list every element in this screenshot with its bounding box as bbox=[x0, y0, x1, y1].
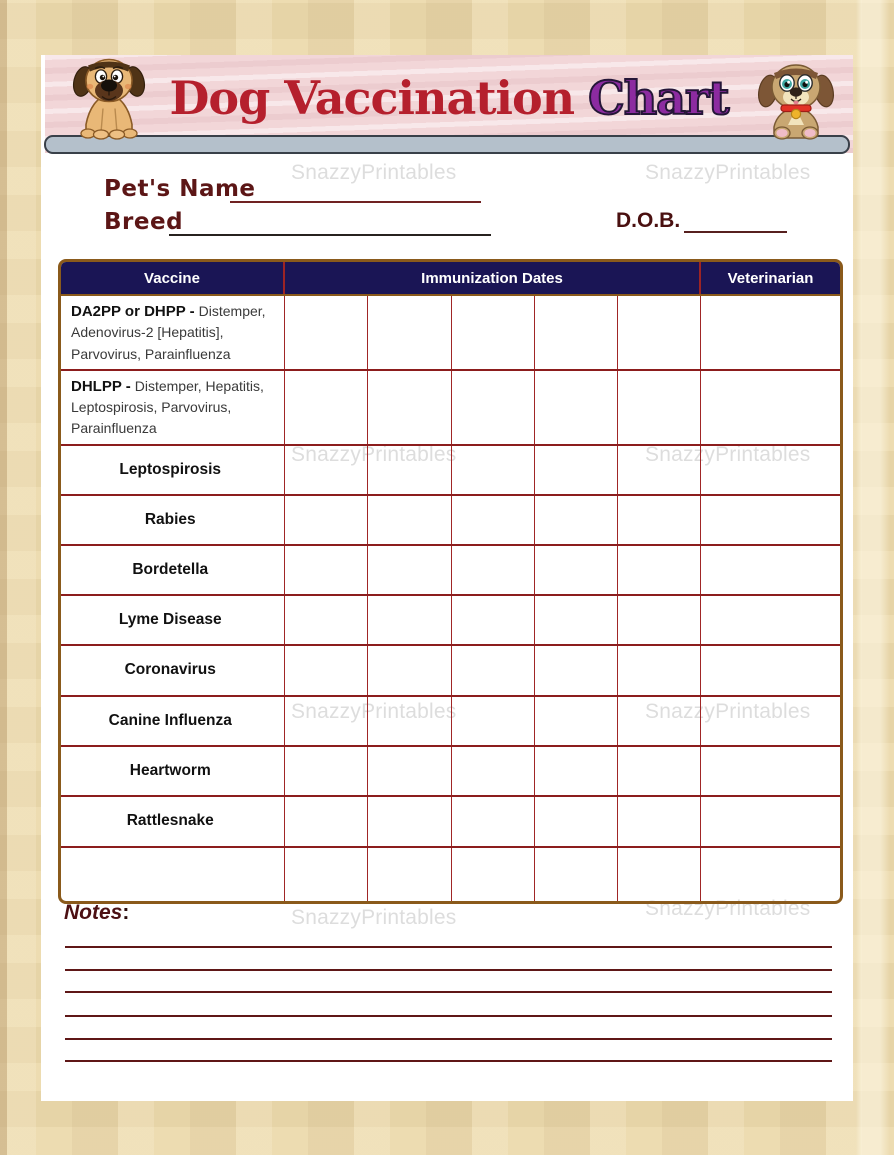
date-cell[interactable] bbox=[367, 645, 451, 696]
vaccine-name: Coronavirus bbox=[124, 661, 216, 679]
table-row bbox=[61, 495, 840, 545]
date-cell[interactable] bbox=[617, 595, 700, 645]
date-cell[interactable] bbox=[367, 445, 451, 495]
notes-label bbox=[64, 901, 129, 925]
column-header-immunization-dates: Immunization Dates bbox=[284, 262, 700, 295]
date-cell[interactable] bbox=[284, 645, 367, 696]
date-cell[interactable] bbox=[617, 645, 700, 696]
table-row bbox=[61, 545, 840, 595]
date-cell[interactable] bbox=[534, 445, 617, 495]
vaccine-name: Rattlesnake bbox=[126, 812, 214, 830]
date-cell[interactable] bbox=[534, 696, 617, 746]
vaccine-name: Heartworm bbox=[129, 761, 211, 779]
table-row bbox=[61, 746, 840, 796]
notes-line[interactable] bbox=[65, 991, 832, 993]
breed-label: Breed bbox=[104, 209, 184, 235]
date-cell[interactable] bbox=[534, 595, 617, 645]
veterinarian-cell[interactable] bbox=[700, 746, 840, 796]
date-cell[interactable] bbox=[284, 696, 367, 746]
vaccine-name: DA2PP or DHPP - bbox=[71, 303, 195, 320]
date-cell[interactable] bbox=[367, 746, 451, 796]
vaccine-name: Canine Influenza bbox=[108, 711, 232, 729]
table-row bbox=[61, 847, 840, 901]
date-cell[interactable] bbox=[617, 295, 700, 370]
vaccine-description: Distemper, Adenovirus-2 [Hepatitis], Parvovirus, Parainfluenza bbox=[71, 303, 266, 362]
watermark: SnazzyPrintables bbox=[645, 897, 811, 920]
date-cell[interactable] bbox=[451, 295, 534, 370]
date-cell[interactable] bbox=[534, 796, 617, 847]
veterinarian-cell[interactable] bbox=[700, 645, 840, 696]
pet-name-input-line[interactable] bbox=[230, 201, 481, 203]
breed-input-line[interactable] bbox=[169, 234, 491, 236]
watermark: SnazzyPrintables bbox=[645, 700, 811, 723]
table-row bbox=[61, 370, 840, 445]
table-row bbox=[61, 295, 840, 370]
date-cell[interactable] bbox=[367, 595, 451, 645]
veterinarian-cell[interactable] bbox=[700, 847, 840, 901]
date-cell[interactable] bbox=[284, 495, 367, 545]
date-cell[interactable] bbox=[617, 847, 700, 901]
watermark: SnazzyPrintables bbox=[291, 161, 457, 184]
date-cell[interactable] bbox=[367, 696, 451, 746]
dob-label: D.O.B. bbox=[616, 209, 681, 232]
veterinarian-cell[interactable] bbox=[700, 796, 840, 847]
date-cell[interactable] bbox=[451, 796, 534, 847]
watermark: SnazzyPrintables bbox=[291, 700, 457, 723]
notes-line[interactable] bbox=[65, 1060, 832, 1062]
notes-line[interactable] bbox=[65, 946, 832, 948]
date-cell[interactable] bbox=[284, 595, 367, 645]
date-cell[interactable] bbox=[617, 495, 700, 545]
table-row bbox=[61, 645, 840, 696]
date-cell[interactable] bbox=[534, 495, 617, 545]
vaccine-description: Distemper, Hepatitis, Leptospirosis, Parvovirus, Parainfluenza bbox=[71, 377, 264, 437]
watermark: SnazzyPrintables bbox=[291, 906, 457, 929]
watermark: SnazzyPrintables bbox=[645, 161, 811, 184]
veterinarian-cell[interactable] bbox=[700, 370, 840, 445]
date-cell[interactable] bbox=[617, 696, 700, 746]
page-title bbox=[45, 71, 853, 125]
pet-name-label: Pet's Name bbox=[104, 176, 256, 202]
notes-line[interactable] bbox=[65, 969, 832, 971]
date-cell[interactable] bbox=[451, 746, 534, 796]
date-cell[interactable] bbox=[617, 796, 700, 847]
notes-line[interactable] bbox=[65, 1038, 832, 1040]
veterinarian-cell[interactable] bbox=[700, 696, 840, 746]
left-dog-icon bbox=[70, 56, 148, 141]
veterinarian-cell[interactable] bbox=[700, 545, 840, 595]
table-row bbox=[61, 696, 840, 746]
table-header-row bbox=[61, 262, 840, 295]
date-cell[interactable] bbox=[617, 545, 700, 595]
veterinarian-cell[interactable] bbox=[700, 445, 840, 495]
date-cell[interactable] bbox=[451, 370, 534, 445]
vaccine-name: Rabies bbox=[144, 510, 196, 528]
notes-line[interactable] bbox=[65, 1015, 832, 1017]
notes-label-colon: : bbox=[122, 901, 130, 924]
date-cell[interactable] bbox=[284, 295, 367, 370]
date-cell[interactable] bbox=[534, 847, 617, 901]
date-cell[interactable] bbox=[367, 295, 451, 370]
watermark: SnazzyPrintables bbox=[645, 443, 811, 466]
veterinarian-cell[interactable] bbox=[700, 595, 840, 645]
right-dog-icon bbox=[752, 61, 840, 141]
date-cell[interactable] bbox=[367, 847, 451, 901]
table-row bbox=[61, 796, 840, 847]
notes-label-text: Notes bbox=[64, 901, 123, 924]
veterinarian-cell[interactable] bbox=[700, 495, 840, 545]
vaccine-name: Bordetella bbox=[132, 560, 209, 578]
date-cell[interactable] bbox=[534, 645, 617, 696]
date-cell[interactable] bbox=[617, 445, 700, 495]
vaccine-name: Leptospirosis bbox=[119, 460, 222, 478]
date-cell[interactable] bbox=[534, 370, 617, 445]
date-cell[interactable] bbox=[451, 495, 534, 545]
dob-input-line[interactable] bbox=[684, 231, 787, 233]
date-cell[interactable] bbox=[284, 370, 367, 445]
date-cell[interactable] bbox=[617, 746, 700, 796]
date-cell[interactable] bbox=[367, 495, 451, 545]
shelf-bar bbox=[44, 135, 850, 154]
date-cell[interactable] bbox=[367, 370, 451, 445]
date-cell[interactable] bbox=[284, 796, 367, 847]
title-accent-text: Chart bbox=[588, 71, 729, 125]
column-header-vaccine: Vaccine bbox=[61, 262, 284, 295]
date-cell[interactable] bbox=[451, 445, 534, 495]
date-cell[interactable] bbox=[284, 445, 367, 495]
vaccine-name: DHLPP - bbox=[71, 377, 131, 395]
date-cell[interactable] bbox=[534, 545, 617, 595]
date-cell[interactable] bbox=[451, 645, 534, 696]
date-cell[interactable] bbox=[534, 295, 617, 370]
date-cell[interactable] bbox=[534, 746, 617, 796]
vaccine-name: Lyme Disease bbox=[118, 610, 222, 628]
date-cell[interactable] bbox=[284, 746, 367, 796]
date-cell[interactable] bbox=[451, 595, 534, 645]
date-cell[interactable] bbox=[617, 370, 700, 445]
date-cell[interactable] bbox=[451, 696, 534, 746]
table-row bbox=[61, 595, 840, 645]
title-text: Dog Vaccination bbox=[169, 71, 575, 125]
veterinarian-cell[interactable] bbox=[700, 295, 840, 370]
date-cell[interactable] bbox=[451, 545, 534, 595]
vaccination-table bbox=[58, 259, 843, 904]
date-cell[interactable] bbox=[367, 796, 451, 847]
date-cell[interactable] bbox=[367, 545, 451, 595]
date-cell[interactable] bbox=[284, 847, 367, 901]
date-cell[interactable] bbox=[284, 545, 367, 595]
watermark: SnazzyPrintables bbox=[291, 443, 457, 466]
column-header-veterinarian: Veterinarian bbox=[700, 262, 840, 295]
date-cell[interactable] bbox=[451, 847, 534, 901]
table-row bbox=[61, 445, 840, 495]
